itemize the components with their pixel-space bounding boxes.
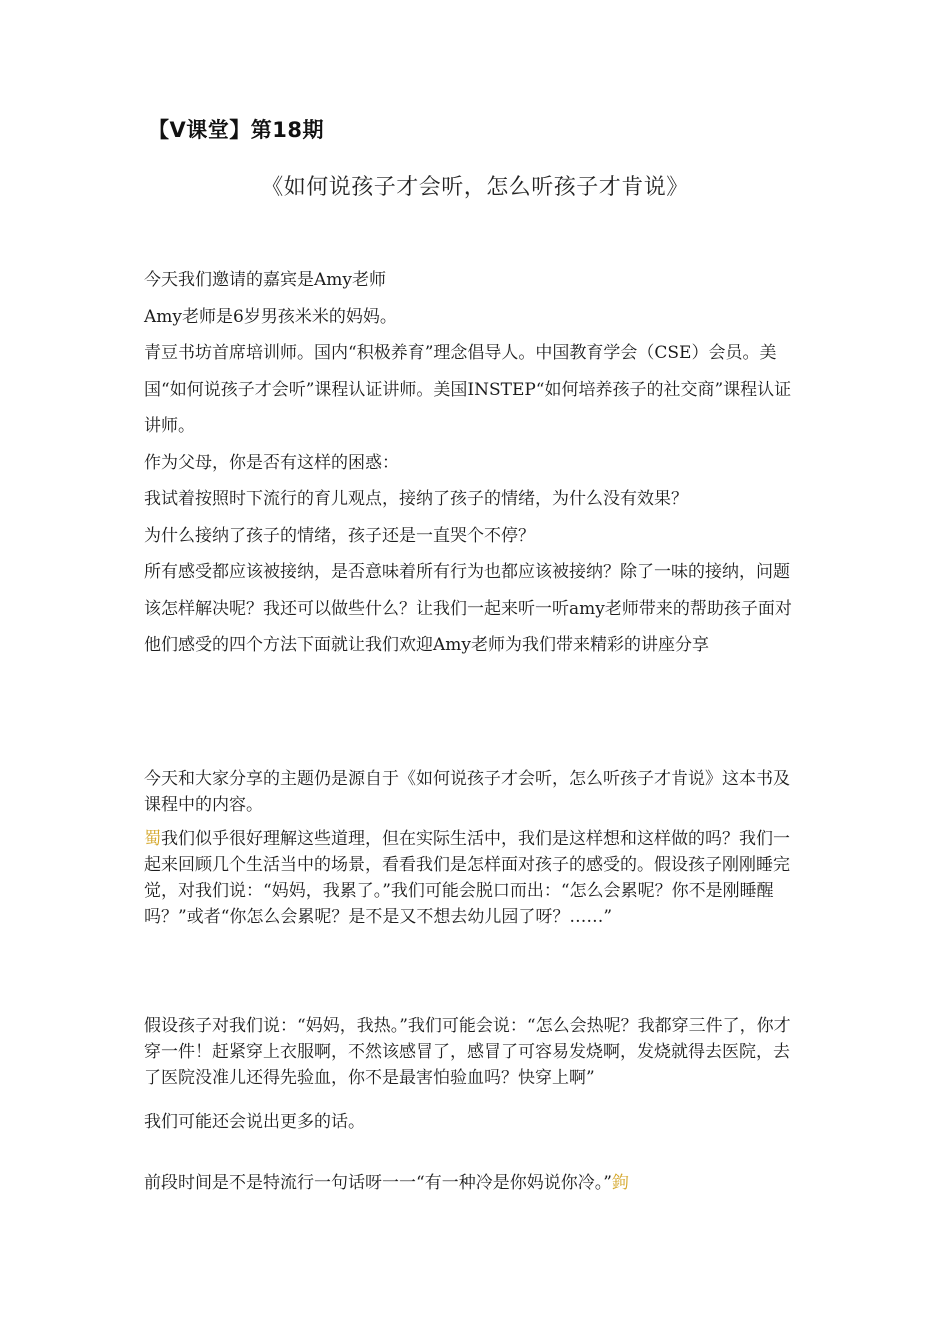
body-paragraph-scene-hot (144, 1013, 804, 1091)
body-text-content: 我们似乎很好理解这些道理，但在实际生活中，我们是这样想和这样做的吗？我们一起来回顾几个生活当中的场景，看看我们是怎样面对孩子的感受的。假设孩子刚刚睡完觉，对我们说：“妈妈，我累了。”我们可能会脱口而出：“怎么会累呢？你不是刚睡醒吗？”或者“你怎么会累呢？是不是又不想去幼儿园了呀？……” (144, 829, 790, 927)
body-text: 我们可能还会说出更多的话。 (144, 1112, 365, 1132)
body-text (144, 826, 804, 930)
body-paragraph-cold-saying (144, 1170, 804, 1196)
body-paragraph-more (144, 1109, 804, 1135)
issue-heading: 【V课堂】第18期 (148, 118, 324, 142)
intro-paragraph: 为什么接纳了孩子的情绪，孩子还是一直哭个不停？ (144, 525, 535, 546)
stray-character-mark: 蜀 (144, 829, 161, 849)
body-paragraph-scene-tired (144, 826, 804, 930)
body-text: 今天和大家分享的主题仍是源自于《如何说孩子才会听，怎么听孩子才肯说》这本书及课程中的内容。 (144, 769, 790, 815)
stray-character-mark: 鉤 (611, 1173, 629, 1193)
body-text-content: 前段时间是不是特流行一句话呀一一“有一种冷是你妈说你冷。” (144, 1173, 612, 1193)
body-paragraph-topic (144, 766, 804, 818)
intro-paragraph: 作为父母，你是否有这样的困惑： (144, 452, 399, 473)
body-text (144, 1170, 804, 1196)
intro-paragraph: Amy老师是6岁男孩米米的妈妈。 (144, 306, 397, 327)
body-text: 假设孩子对我们说：“妈妈，我热。”我们可能会说：“怎么会热呢？我都穿三件了，你才穿一件！赶紧穿上衣服啊，不然该感冒了，感冒了可容易发烧啊，发烧就得去医院，去了医院没准儿还得先验血，你不是最害怕验血吗？快穿上啊” (144, 1016, 791, 1088)
intro-paragraph: 今天我们邀请的嘉宾是Amy老师 (144, 270, 387, 290)
intro-paragraph: 我试着按照时下流行的育儿观点，接纳了孩子的情绪，为什么没有效果？ (144, 489, 688, 509)
guest-introduction (144, 262, 804, 664)
book-title: 《如何说孩子才会听，怎么听孩子才肯说》 (261, 175, 689, 200)
intro-paragraph: 青豆书坊首席培训师。国内“积极养育”理念倡导人。中国教育学会（CSE）会员。美国“如何说孩子才会听”课程认证讲师。美国INSTEP“如何培养孩子的社交商”课程认证讲师。 (144, 343, 792, 436)
intro-paragraph: 所有感受都应该被接纳，是否意味着所有行为也都应该被接纳？除了一味的接纳，问题该怎样解决呢？我还可以做些什么？让我们一起来听一听amy老师带来的帮助孩子面对他们感受的四个方法下面就让我们欢迎Amy老师为我们带来精彩的讲座分享 (144, 562, 792, 655)
